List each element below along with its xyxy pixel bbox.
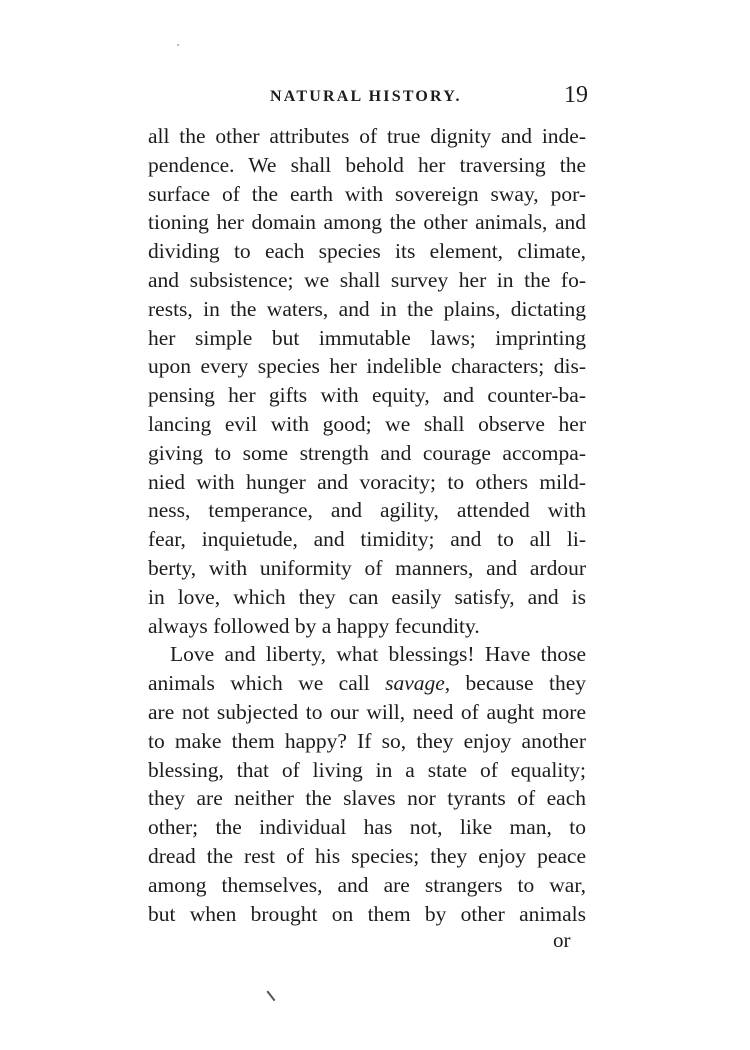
- text-line: and subsistence; we shall survey her in the fo-: [148, 267, 586, 292]
- text-line: giving to some strength and courage accompa-: [148, 440, 586, 465]
- text-line: upon every species her indelible characters; dis-: [148, 354, 586, 379]
- text-line: they are neither the slaves nor tyrants of each: [148, 786, 586, 811]
- text-line: berty, with uniformity of manners, and ardour: [148, 555, 586, 580]
- catchword: or: [553, 928, 571, 952]
- line-text: animals which we call savage, because they: [148, 671, 586, 696]
- text-line: always followed by a happy fecundity.: [148, 613, 480, 638]
- text-line: among themselves, and are strangers to war,: [148, 872, 586, 897]
- text-line: pendence. We shall behold her traversing the: [148, 152, 586, 177]
- page-header: [148, 84, 588, 114]
- body-text: [148, 122, 586, 928]
- page-number: 19: [564, 82, 588, 108]
- text-line: lancing evil with good; we shall observe her: [148, 411, 586, 436]
- text-line: all the other attributes of true dignity and inde-: [148, 124, 586, 148]
- text-line: to make them happy? If so, they enjoy another: [148, 728, 586, 753]
- text-line: nied with hunger and voracity; to others mild-: [148, 469, 586, 494]
- text-line: in love, which they can easily satisfy, and is: [148, 584, 586, 609]
- text-line: dread the rest of his species; they enjoy peace: [148, 843, 586, 868]
- running-head: NATURAL HISTORY.: [270, 88, 462, 105]
- text-line: ness, temperance, and agility, attended with: [148, 498, 586, 523]
- text-line: tioning her domain among the other animals, and: [148, 210, 586, 235]
- text-line: dividing to each species its element, climate,: [148, 239, 586, 264]
- paragraph-1: [148, 122, 586, 640]
- text-line: her simple but immutable laws; imprinting: [148, 325, 586, 350]
- print-mark: [266, 991, 275, 1001]
- text-line: are not subjected to our will, need of aught more: [148, 699, 586, 724]
- text-line: [148, 669, 586, 698]
- text-line: but when brought on them by other animals: [148, 901, 586, 926]
- text-line: pensing her gifts with equity, and counter-ba-: [148, 383, 586, 408]
- print-speck: [177, 44, 179, 46]
- paragraph-2: [148, 640, 586, 928]
- text-line: surface of the earth with sovereign sway, por-: [148, 181, 586, 206]
- text-line: other; the individual has not, like man, to: [148, 815, 586, 840]
- text-line: Love and liberty, what blessings! Have those: [170, 642, 586, 667]
- text-line: fear, inquietude, and timidity; and to all li-: [148, 527, 586, 552]
- text-line: rests, in the waters, and in the plains, dictating: [148, 296, 586, 321]
- text-line: blessing, that of living in a state of equality;: [148, 757, 586, 782]
